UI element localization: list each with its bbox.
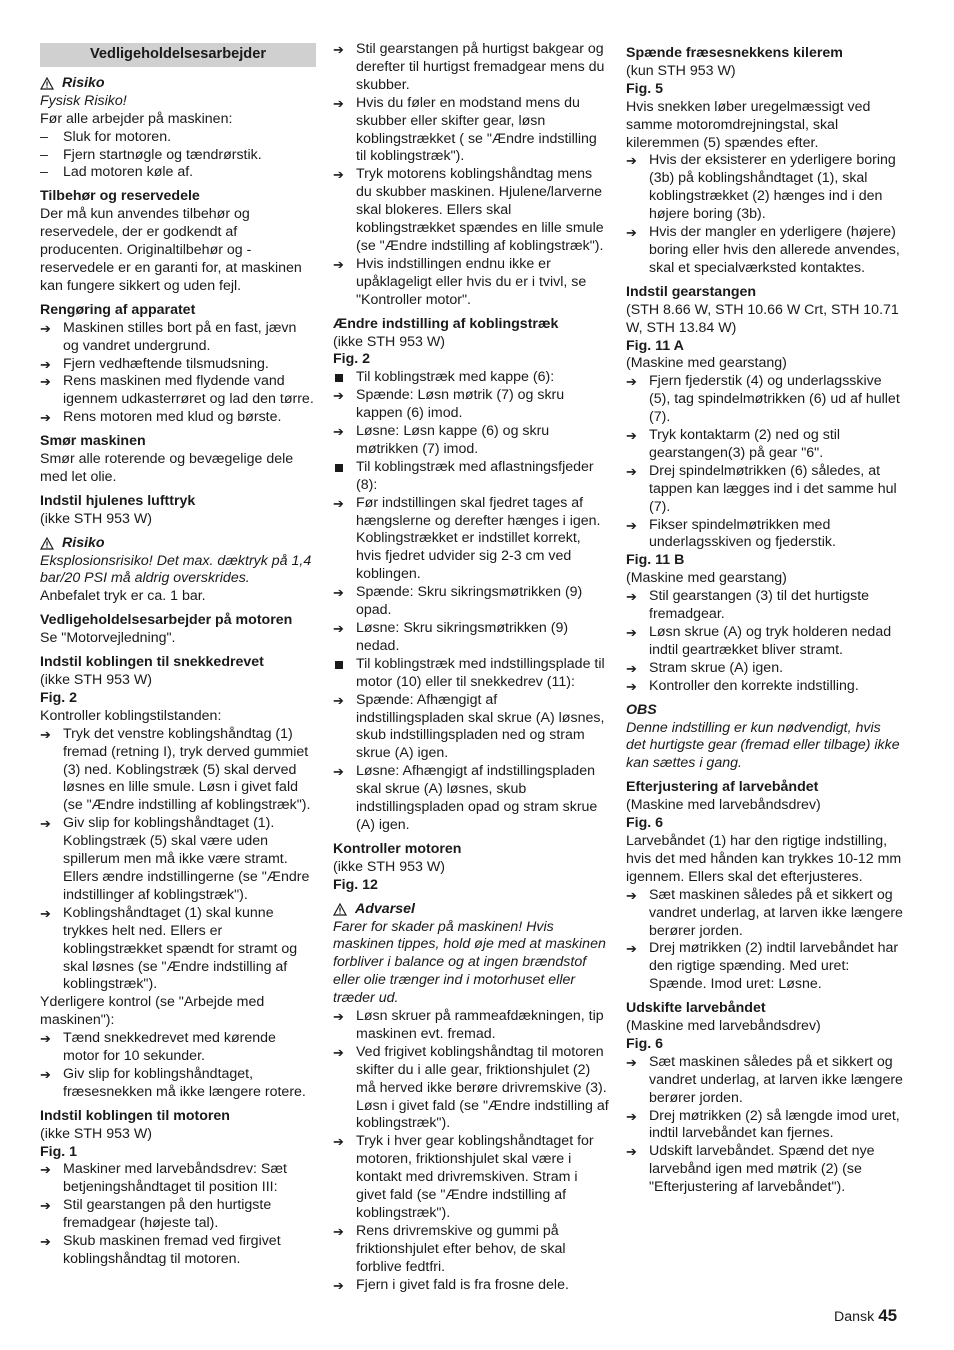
list-item: ➔ Drej møtrikken (2) indtil larvebåndet har den rigtige spænding. Med uret: Spænde. Imod uret: Løsne. bbox=[626, 940, 899, 993]
list-item: ➔ Fjern fjederstik (4) og underlagsskive (5), tag spindelmøtrikken (6) ud af hullet (7). bbox=[626, 373, 900, 426]
column-3 bbox=[626, 45, 904, 1197]
arrow-icon: ➔ bbox=[626, 153, 637, 169]
figure-ref: Fig. 1 bbox=[40, 1143, 78, 1160]
subtitle: (Maskine med gearstang) bbox=[626, 355, 787, 372]
arrow-icon: ➔ bbox=[333, 1009, 344, 1025]
arrow-icon: ➔ bbox=[40, 1162, 51, 1178]
arrow-icon: ➔ bbox=[40, 410, 51, 426]
list-item: Til koblingstræk med indstillingsplade til motor (10) eller til snekkedrev (11): bbox=[333, 656, 609, 692]
arrow-icon: ➔ bbox=[626, 660, 637, 676]
arrow-list bbox=[40, 1161, 316, 1268]
heading: Vedligeholdelsesarbejder på motoren bbox=[40, 612, 293, 629]
arrow-icon: ➔ bbox=[333, 1134, 344, 1150]
arrow-icon: ➔ bbox=[333, 585, 344, 601]
arrow-icon: ➔ bbox=[333, 424, 344, 440]
risk-text: Eksplosionsrisiko! Det max. dæktryk på 1,4 bar/20 PSI må aldrig overskrides. bbox=[40, 552, 312, 587]
list-item: ➔ Løsne: Skru sikringsmøtrikken (9) nedad. bbox=[333, 620, 569, 654]
figure-ref: Fig. 2 bbox=[40, 689, 78, 706]
square-bullet-icon bbox=[335, 374, 343, 382]
list-item: ➔ Giv slip for koblingshåndtaget, fræsesnekken må ikke længere rotere. bbox=[40, 1065, 306, 1100]
paragraph: Hvis snekken løber uregelmæssigt ved samme motoromdrejningstal, skal kileremmen (5) spændes efter. bbox=[626, 98, 871, 151]
heading: Ændre indstilling af koblingstræk bbox=[333, 315, 559, 332]
column-2 bbox=[333, 41, 609, 1295]
list-item: ➔ Kontroller den korrekte indstilling. bbox=[626, 677, 859, 694]
list-item: – Lad motoren køle af. bbox=[40, 164, 194, 181]
list-item: ➔ Fjern vedhæftende tilsmudsning. bbox=[40, 355, 269, 372]
arrow-icon: ➔ bbox=[333, 388, 344, 404]
list-item: ➔ Stram skrue (A) igen. bbox=[626, 659, 784, 676]
list-item: ➔ Stil gearstangen på hurtigst bakgear og derefter til hurtigst fremadgear mens du skubber. bbox=[333, 41, 605, 93]
subtitle: (ikke STH 953 W) bbox=[333, 858, 445, 875]
arrow-icon: ➔ bbox=[333, 495, 344, 511]
subtitle: (kun STH 953 W) bbox=[626, 62, 736, 79]
list-item: ➔ Spænde: Afhængigt af indstillingspladen skal skrue (A) løsnes, skub indstillingspladen ned og stram skrue (A) igen. bbox=[333, 691, 605, 762]
square-bullet-icon bbox=[335, 661, 343, 669]
list-item: ➔ Skub maskinen fremad ved firgivet koblingshåndtag til motoren. bbox=[40, 1233, 281, 1267]
list-item: ➔ Fjern i givet fald is fra frosne dele. bbox=[333, 1276, 569, 1293]
figure-ref: Fig. 6 bbox=[626, 815, 664, 832]
list-item: ➔ Stil gearstangen på den hurtigste fremadgear (højeste tal). bbox=[40, 1197, 272, 1232]
list-item: ➔ Koblingshåndtaget (1) skal kunne trykkes helt ned. Ellers er koblingstrækket spændt for stramt og skal løsnes (se "Ændre indstilling af koblingstræk"). bbox=[40, 904, 298, 993]
arrow-icon: ➔ bbox=[626, 941, 637, 957]
heading: Tilbehør og reservedele bbox=[40, 188, 200, 205]
arrow-list bbox=[626, 152, 904, 277]
arrow-icon: ➔ bbox=[333, 692, 344, 708]
warning-notice bbox=[333, 901, 609, 919]
list-item: ➔ Stil gearstangen (3) til det hurtigste fremadgear. bbox=[626, 588, 870, 623]
paragraph: Se "Motorvejledning". bbox=[40, 630, 176, 647]
warning-triangle-icon bbox=[333, 903, 347, 916]
figure-ref: Fig. 12 bbox=[333, 876, 378, 893]
warning-text: Farer for skader på maskinen! Hvis maskinen tippes, hold øje med at maskinen forbliver i balance og at ingen brændstof eller olie trænger ind i motorhuset eller træder ud. bbox=[333, 918, 606, 1007]
arrow-icon: ➔ bbox=[40, 1066, 51, 1082]
arrow-icon: ➔ bbox=[333, 621, 344, 636]
heading: Indstil gearstangen bbox=[626, 283, 757, 300]
arrow-icon: ➔ bbox=[333, 42, 344, 57]
arrow-icon: ➔ bbox=[626, 374, 637, 390]
list-item: ➔ Fikser spindelmøtrikken med underlagsskiven og fjederstik. bbox=[626, 516, 836, 551]
list-item: ➔ Drej spindelmøtrikken (6) således, at tappen kan lægges ind i det samme hul (7). bbox=[626, 462, 897, 515]
list-item: ➔ Løsne: Afhængigt af indstillingspladen skal skrue (A) løsnes, skub indstillingspladen opad og stram skrue (A) igen. bbox=[333, 763, 598, 833]
paragraph: Yderligere kontrol (se "Arbejde med maskinen"): bbox=[40, 994, 265, 1029]
arrow-icon: ➔ bbox=[40, 1234, 51, 1250]
list-item: ➔ Sæt maskinen således på et sikkert og vandret underlag, at larven ikke længere berører jorden. bbox=[626, 1053, 903, 1106]
arrow-icon: ➔ bbox=[40, 356, 51, 372]
paragraph: Før alle arbejder på maskinen: bbox=[40, 110, 233, 127]
arrow-icon: ➔ bbox=[333, 1277, 344, 1293]
warning-triangle-icon bbox=[40, 77, 54, 90]
arrow-icon: ➔ bbox=[626, 463, 637, 479]
subtitle: (ikke STH 953 W) bbox=[40, 672, 152, 688]
risk-subtitle: Fysisk Risiko! bbox=[40, 92, 127, 109]
heading: Spænde fræsesnekkens kilerem bbox=[626, 45, 843, 61]
list-item: ➔ Løsne: Løsn kappe (6) og skru møtrikken (7) imod. bbox=[333, 423, 550, 457]
mixed-list bbox=[333, 369, 609, 835]
list-item: ➔ Løsn skrue (A) og tryk holderen nedad indtil geartrækket bliver stramt. bbox=[626, 624, 892, 658]
language-label: Dansk bbox=[834, 1309, 875, 1325]
subtitle: (ikke STH 953 W) bbox=[40, 510, 152, 527]
obs-notice bbox=[626, 702, 904, 720]
heading: Rengøring af apparatet bbox=[40, 301, 196, 318]
warning-triangle-icon bbox=[40, 537, 54, 550]
heading: Efterjustering af larvebåndet bbox=[626, 779, 819, 796]
list-item: ➔ Rens drivremskive og gummi på friktionshjulet efter behov, de skal forblive fedtfri. bbox=[333, 1222, 566, 1275]
figure-ref: Fig. 6 bbox=[626, 1035, 664, 1052]
list-item: ➔ Rens maskinen med flydende vand igennem udkasterrøret og lad den tørre. bbox=[40, 373, 314, 408]
arrow-list bbox=[333, 41, 609, 310]
page-number: 45 bbox=[878, 1306, 898, 1325]
arrow-list bbox=[626, 588, 904, 695]
paragraph: Larvebåndet (1) har den rigtige indstilling, hvis det med hånden kan trykkes 10-12 mm igennem. Ellers skal det efterjusteres. bbox=[626, 832, 902, 885]
heading: Indstil koblingen til snekkedrevet bbox=[40, 654, 264, 671]
list-item: ➔ Maskinen stilles bort på en fast, jævn og vandret undergrund. bbox=[40, 319, 297, 354]
arrow-list bbox=[40, 1030, 316, 1102]
dash-list bbox=[40, 129, 316, 183]
list-item: ➔ Hvis der mangler en yderligere (højere) boring eller hvis den allerede anvendes, skal et specialværksted kontaktes. bbox=[626, 224, 900, 276]
list-item: ➔ Tænd snekkedrevet med kørende motor for 10 sekunder. bbox=[40, 1030, 276, 1065]
list-item: – Sluk for motoren. bbox=[40, 128, 172, 145]
list-item: ➔ Løsn skruer på rammeafdækningen, tip maskinen evt. fremad. bbox=[333, 1008, 604, 1042]
heading: Udskifte larvebåndet bbox=[626, 1000, 766, 1017]
warning-label: Advarsel bbox=[355, 900, 415, 917]
paragraph: Anbefalet tryk er ca. 1 bar. bbox=[40, 588, 206, 605]
risk-label: Risiko bbox=[62, 534, 105, 551]
list-item: ➔ Før indstillingen skal fjedret tages af hængslerne og derefter hænges i igen. Koblingstrækket er indstillet korrekt, hvis fjedret udvider sig 2-3 cm ved koblingen. bbox=[333, 494, 601, 583]
arrow-list bbox=[333, 1008, 609, 1295]
subtitle: (ikke STH 953 W) bbox=[40, 1125, 152, 1142]
obs-label: OBS bbox=[626, 701, 657, 718]
arrow-icon: ➔ bbox=[40, 726, 51, 742]
arrow-icon: ➔ bbox=[333, 1223, 344, 1239]
arrow-icon: ➔ bbox=[333, 95, 344, 111]
arrow-icon: ➔ bbox=[626, 517, 637, 533]
arrow-icon: ➔ bbox=[626, 428, 637, 444]
figure-ref: Fig. 11 A bbox=[626, 337, 684, 354]
risk-notice bbox=[40, 75, 316, 93]
subtitle: (STH 8.66 W, STH 10.66 W Crt, STH 10.71 W, STH 13.84 W) bbox=[626, 301, 899, 336]
arrow-icon: ➔ bbox=[333, 1044, 344, 1060]
figure-ref: Fig. 2 bbox=[333, 351, 371, 368]
arrow-icon: ➔ bbox=[40, 1031, 51, 1047]
arrow-list bbox=[626, 1054, 904, 1197]
heading: Indstil koblingen til motoren bbox=[40, 1107, 230, 1124]
subtitle: (Maskine med larvebåndsdrev) bbox=[626, 1018, 821, 1035]
arrow-icon: ➔ bbox=[626, 589, 637, 605]
list-item: ➔ Hvis indstillingen endnu ikke er upåklageligt eller hvis du er i tvivl, se "Kontroller motor". bbox=[333, 255, 587, 308]
list-item: ➔ Spænde: Løsn møtrik (7) og skru kappen (6) imod. bbox=[333, 387, 565, 422]
arrow-icon: ➔ bbox=[40, 905, 51, 921]
arrow-icon: ➔ bbox=[626, 887, 637, 903]
subtitle: (Maskine med larvebåndsdrev) bbox=[626, 797, 821, 814]
risk-notice bbox=[40, 535, 316, 553]
list-item: ➔ Tryk kontaktarm (2) ned og stil gearstangen(3) på gear "6". bbox=[626, 427, 841, 461]
risk-label: Risiko bbox=[62, 74, 105, 91]
list-item: ➔ Rens motoren med klud og børste. bbox=[40, 409, 282, 426]
arrow-icon: ➔ bbox=[626, 678, 637, 694]
arrow-list bbox=[626, 373, 904, 552]
list-item: ➔ Sæt maskinen således på et sikkert og vandret underlag, at larven ikke længere berører jorden. bbox=[626, 886, 903, 939]
arrow-list bbox=[626, 887, 904, 994]
paragraph: Smør alle roterende og bevægelige dele med let olie. bbox=[40, 451, 294, 485]
page-footer bbox=[834, 1307, 897, 1327]
arrow-list bbox=[40, 726, 316, 995]
list-item: ➔ Tryk motorens koblingshåndtag mens du skubber maskinen. Hjulene/larverne skal blokeres. Ellers skal koblingstrækket spændes en lille smule (se "Ændre indstilling af koblingstræk"). bbox=[333, 166, 604, 254]
arrow-icon: ➔ bbox=[626, 1054, 637, 1070]
heading: Kontroller motoren bbox=[333, 840, 462, 857]
subtitle: (ikke STH 953 W) bbox=[333, 333, 445, 350]
section-title: Vedligeholdelsesarbejder bbox=[40, 43, 316, 67]
heading: Smør maskinen bbox=[40, 433, 146, 450]
arrow-icon: ➔ bbox=[626, 1144, 637, 1160]
list-item: ➔ Ved frigivet koblingshåndtag til motoren skifter du i alle gear, friktionshjulet (2) må herved ikke berøre drivremskive (3). Løsn i givet fald (se "Ændre indstilling af koblingstræk"). bbox=[333, 1043, 609, 1132]
list-item: ➔ Hvis der eksisterer en yderligere boring (3b) på koblingshåndtaget (1), skal koblingstrækket (2) hænges ind i den højere boring (3b). bbox=[626, 152, 896, 223]
arrow-icon: ➔ bbox=[40, 816, 51, 832]
figure-ref: Fig. 11 B bbox=[626, 552, 685, 569]
list-item: ➔ Maskiner med larvebåndsdrev: Sæt betjeningshåndtaget til position III: bbox=[40, 1161, 287, 1196]
arrow-icon: ➔ bbox=[626, 1108, 637, 1124]
obs-text: Denne indstilling er kun nødvendigt, hvis det hurtigste gear (fremad eller tilbage) ikke kan sættes i gang. bbox=[626, 719, 900, 772]
list-item: ➔ Tryk det venstre koblingshåndtag (1) fremad (retning I), tryk derved gummiet (3) ned. Koblingstræk (5) skal derved løsnes en lille smule. Løsn i givet fald (se "Ændre indstilling af koblingstræk"). bbox=[40, 725, 311, 814]
arrow-icon: ➔ bbox=[40, 374, 51, 390]
list-item: ➔ Giv slip for koblingshåndtaget (1). Koblingstræk (5) skal være uden spillerum men må ikke være stramt. Ellers ændre indstillingerne (se "Ændre indstillinger af koblingstræk"). bbox=[40, 815, 310, 903]
list-item: Til koblingstræk med aflastningsfjeder (8): bbox=[333, 459, 609, 495]
paragraph: Kontroller koblingstilstanden: bbox=[40, 707, 222, 724]
list-item: ➔ Udskift larvebåndet. Spænd det nye larvebånd igen med møtrik (2) (se "Efterjustering af larvebåndet"). bbox=[626, 1143, 875, 1196]
list-item: ➔ Hvis du føler en modstand mens du skubber eller skifter gear, løsn koblingstrækket ( se "Ændre indstilling til koblingstræk"). bbox=[333, 94, 597, 165]
list-item: ➔ Tryk i hver gear koblingshåndtaget for motoren, friktionshjulet skal være i kontakt med drivremskiven. Stram i givet fald (se "Ændre indstilling af koblingstræk"). bbox=[333, 1133, 594, 1221]
arrow-list bbox=[40, 320, 316, 427]
arrow-icon: ➔ bbox=[333, 167, 344, 183]
list-item: – Fjern startnøgle og tændrørstik. bbox=[40, 146, 262, 163]
list-item: ➔ Spænde: Skru sikringsmøtrikken (9) opad. bbox=[333, 584, 583, 619]
list-item: Til koblingstræk med kappe (6): bbox=[333, 369, 609, 387]
figure-ref: Fig. 5 bbox=[626, 80, 664, 97]
arrow-icon: ➔ bbox=[40, 1198, 51, 1214]
heading: Indstil hjulenes lufttryk bbox=[40, 492, 196, 509]
subtitle: (Maskine med gearstang) bbox=[626, 570, 787, 587]
arrow-icon: ➔ bbox=[40, 320, 51, 336]
arrow-icon: ➔ bbox=[333, 764, 344, 780]
square-bullet-icon bbox=[335, 464, 343, 472]
arrow-icon: ➔ bbox=[626, 625, 637, 640]
column-1 bbox=[40, 43, 316, 1269]
list-item: ➔ Drej møtrikken (2) så længde imod uret, indtil larvebåndet kan fjernes. bbox=[626, 1107, 900, 1142]
arrow-icon: ➔ bbox=[333, 256, 344, 272]
paragraph: Der må kun anvendes tilbehør og reservedele, der er godkendt af producenten. Originaltilbehør og -reservedele er en garanti for, at maskinen kan fungere sikkert og uden fejl. bbox=[40, 206, 302, 294]
arrow-icon: ➔ bbox=[626, 225, 637, 241]
